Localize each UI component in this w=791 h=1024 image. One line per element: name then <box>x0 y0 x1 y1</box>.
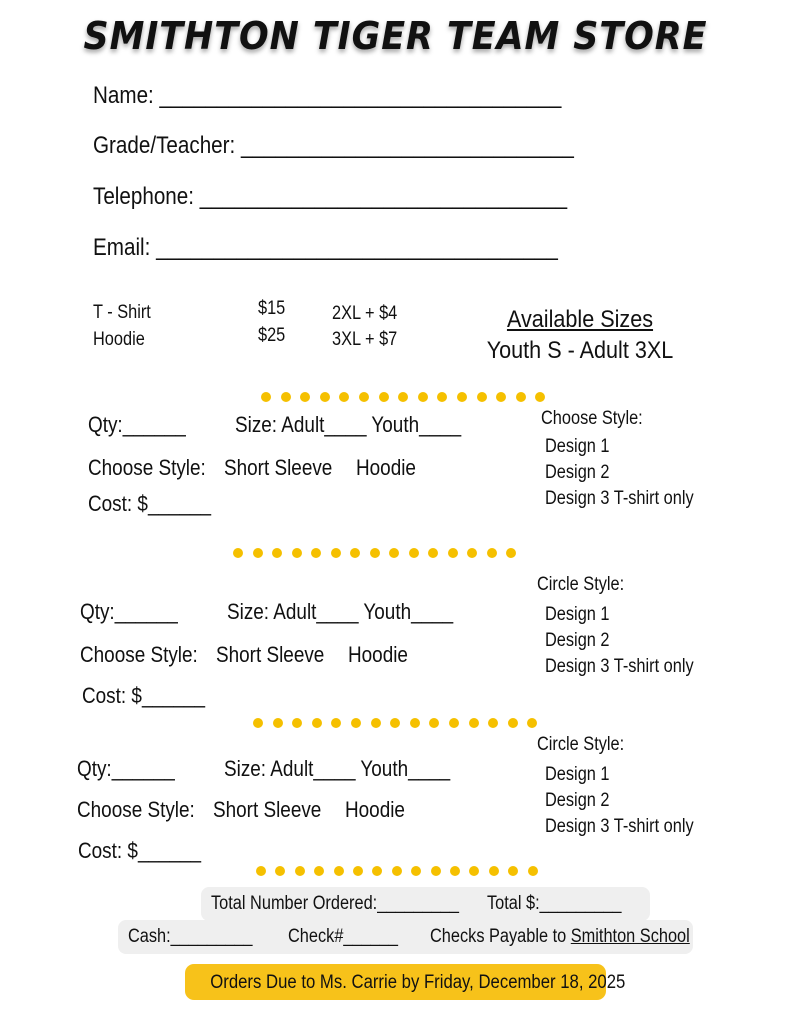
design-option-1[interactable]: Design 1 <box>545 436 610 457</box>
design-option-3[interactable]: Design 3 T-shirt only <box>545 816 694 837</box>
size-field[interactable]: Size: Adult____ Youth____ <box>235 412 462 437</box>
style-heading: Circle Style: <box>537 574 625 595</box>
cost-field[interactable]: Cost: $______ <box>78 838 202 863</box>
dot-divider <box>253 718 543 730</box>
dot-divider <box>256 866 546 878</box>
short-sleeve-option[interactable]: Short Sleeve <box>216 642 325 667</box>
total-number-field[interactable]: Total Number Ordered:_________ <box>211 893 459 914</box>
available-sizes-heading: Available Sizes <box>506 306 654 333</box>
dot-divider <box>233 548 523 560</box>
upcharge-3xl: 3XL + $7 <box>332 329 398 350</box>
due-date-banner <box>185 964 626 1000</box>
style-heading: Choose Style: <box>541 408 643 429</box>
cost-field[interactable]: Cost: $______ <box>82 683 206 708</box>
name-line: ___________________________________ <box>159 82 562 109</box>
hoodie-option[interactable]: Hoodie <box>345 797 405 822</box>
choose-style-label: Choose Style: <box>80 642 198 667</box>
grade-teacher-label: Grade/Teacher: <box>93 132 236 159</box>
telephone-field[interactable] <box>93 183 567 211</box>
design-option-1[interactable]: Design 1 <box>545 604 610 625</box>
hoodie-label: Hoodie <box>93 329 145 350</box>
total-dollars-field[interactable]: Total $:_________ <box>487 893 622 914</box>
due-date-text: Orders Due to Ms. Carrie by Friday, December 18, 2025 <box>210 972 626 993</box>
qty-field[interactable]: Qty:______ <box>80 599 178 624</box>
payment-box <box>118 920 693 954</box>
size-field[interactable]: Size: Adult____ Youth____ <box>224 756 451 781</box>
design-option-2[interactable]: Design 2 <box>545 462 610 483</box>
design-option-3[interactable]: Design 3 T-shirt only <box>545 656 694 677</box>
choose-style-label: Choose Style: <box>77 797 195 822</box>
payable-prefix: Checks Payable to <box>430 926 567 947</box>
payable-to: Smithton School <box>570 926 690 947</box>
short-sleeve-option[interactable]: Short Sleeve <box>224 455 333 480</box>
telephone-line: ________________________________ <box>199 183 568 210</box>
design-option-1[interactable]: Design 1 <box>545 764 610 785</box>
name-field[interactable] <box>93 82 561 110</box>
hoodie-price: $25 <box>258 325 286 346</box>
qty-field[interactable]: Qty:______ <box>77 756 175 781</box>
qty-field[interactable]: Qty:______ <box>88 412 186 437</box>
cash-field[interactable]: Cash:_________ <box>128 926 253 947</box>
available-sizes-range: Youth S - Adult 3XL <box>486 337 674 364</box>
email-line: ___________________________________ <box>156 234 558 261</box>
cost-field[interactable]: Cost: $______ <box>88 491 212 516</box>
email-label: Email: <box>93 234 151 261</box>
dot-divider <box>261 392 561 404</box>
design-option-2[interactable]: Design 2 <box>545 630 610 651</box>
telephone-label: Telephone: <box>93 183 194 210</box>
tshirt-price: $15 <box>258 298 286 319</box>
email-field[interactable] <box>93 234 558 262</box>
grade-teacher-line: _____________________________ <box>241 132 574 159</box>
hoodie-option[interactable]: Hoodie <box>348 642 408 667</box>
checks-payable-note <box>430 926 690 948</box>
totals-box <box>201 887 650 921</box>
design-option-2[interactable]: Design 2 <box>545 790 610 811</box>
grade-teacher-field[interactable] <box>93 132 574 160</box>
upcharge-2xl: 2XL + $4 <box>332 303 398 324</box>
hoodie-option[interactable]: Hoodie <box>356 455 416 480</box>
style-heading: Circle Style: <box>537 734 625 755</box>
choose-style-label: Choose Style: <box>88 455 206 480</box>
design-option-3[interactable]: Design 3 T-shirt only <box>545 488 694 509</box>
check-field[interactable]: Check#______ <box>288 926 398 947</box>
size-field[interactable]: Size: Adult____ Youth____ <box>227 599 454 624</box>
name-label: Name: <box>93 82 154 109</box>
tshirt-label: T - Shirt <box>93 302 151 323</box>
page-title: SMITHTON TIGER TEAM STORE <box>83 14 708 58</box>
short-sleeve-option[interactable]: Short Sleeve <box>213 797 322 822</box>
